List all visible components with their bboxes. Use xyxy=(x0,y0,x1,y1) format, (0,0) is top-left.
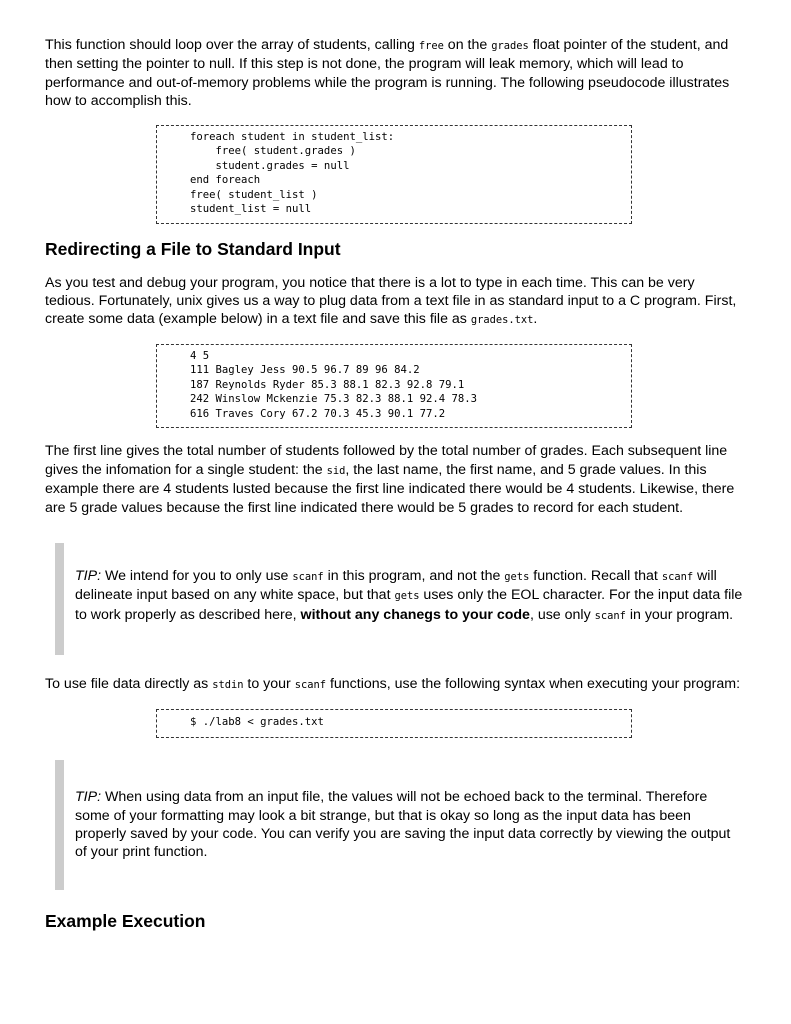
usage-paragraph: To use file data directly as stdin to your scanf functions, use the following syntax when executing your program: xyxy=(45,676,741,693)
inline-code: sid xyxy=(326,464,346,477)
tip-callout-2 xyxy=(55,760,745,890)
section-heading-example: Example Execution xyxy=(45,910,206,931)
command-block xyxy=(156,709,632,739)
document-page xyxy=(45,36,745,932)
tip-text: TIP: When using data from an input file, the values will not be echoed back to the terminal. Therefore some of your formatting may look a bit strange, but that is okay so long as the input data has been properly saved by your code. You can verify you are saving the input data correctly by viewing the output of your print function. xyxy=(75,789,731,861)
command-text: $ ./lab8 < grades.txt xyxy=(190,715,324,728)
explain-paragraph: The first line gives the total number of students followed by the total number of grades. Each subsequent line gives the infomation for a single student: the sid, the last name, the first name, and 5 grade values. In this example there are 4 students lusted because the first line indicated there would be 4 students. Likewise, there are 5 grade values because the first line indicated there would be 5 grades to record for each student. xyxy=(45,443,735,516)
intro-paragraph: This function should loop over the array of students, calling free on the grades float pointer of the student, and then setting the pointer to null. If this step is not done, the program will leak memory, which will lead to performance and out-of-memory problems while the program is running. The following pseudocode illustrates how to accomplish this. xyxy=(45,37,730,110)
inline-code: grades.txt xyxy=(470,314,534,327)
pseudocode-text: foreach student in student_list: free( student.grades ) student.grades = null end foreach free( student_list ) student_list = null xyxy=(190,130,395,216)
redirect-paragraph: As you test and debug your program, you notice that there is a lot to type in each time. This can be very tedious. Fortunately, unix gives us a way to plug data from a text file in as standard input to a C program. First, create some data (example below) in a text file and save this file as grades.txt. xyxy=(45,274,737,328)
tip-callout-1 xyxy=(55,543,745,655)
tip-bar xyxy=(55,760,64,890)
data-file-text: 4 5 111 Bagley Jess 90.5 96.7 89 96 84.2 187 Reynolds Ryder 85.3 88.1 82.3 92.8 79.1 242 Winslow Mckenzie 75.3 82.3 88.1 92.4 78.3 616 Traves Cory 67.2 70.3 45.3 90.1 77.2 xyxy=(190,349,478,420)
inline-code: grades xyxy=(491,40,529,52)
section-heading-redirect: Redirecting a File to Standard Input xyxy=(45,238,341,259)
data-file-block xyxy=(156,344,632,429)
pseudocode-block xyxy=(156,125,632,224)
tip-text: TIP: We intend for you to only use scanf in this program, and not the gets function. Recall that scanf will delineate input based on any white space, but that gets uses only the EOL character. For the input data file to work properly as described here, without any chanegs to your code, use only scanf in your program. xyxy=(75,567,743,623)
tip-bar xyxy=(55,543,64,655)
inline-code: free xyxy=(418,40,444,52)
